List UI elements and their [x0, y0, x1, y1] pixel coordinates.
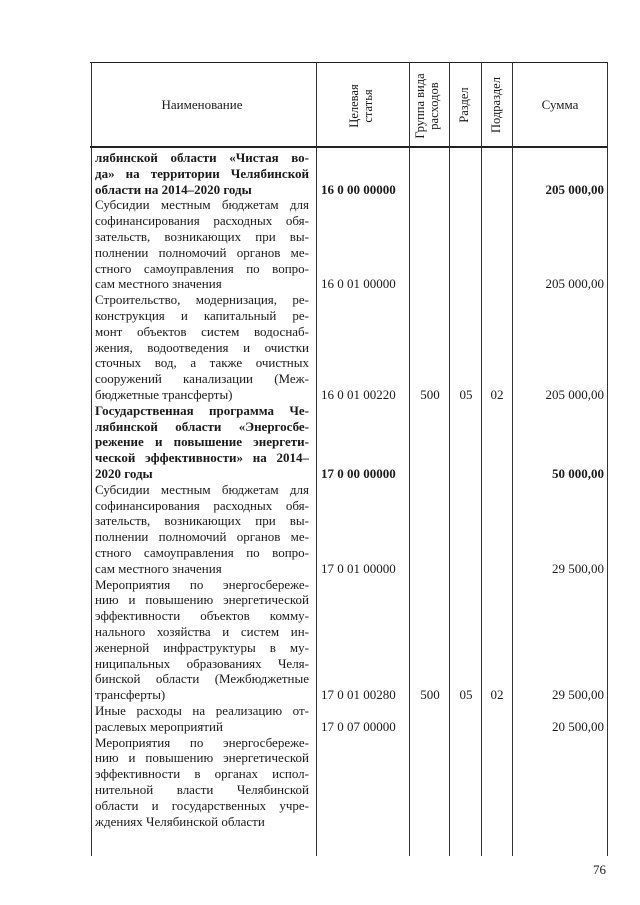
row-code: 16 0 00 00000 — [321, 181, 396, 197]
row-name-line: монт объектов систем водоснаб- — [95, 323, 309, 339]
column-divider — [481, 62, 482, 856]
table-top-border — [90, 62, 608, 63]
row-name-line: Субсидии местным бюджетам для — [95, 197, 309, 213]
row-code: 17 0 01 00000 — [321, 560, 396, 576]
row-name-line: стного самоуправления по вопро- — [95, 544, 309, 560]
row-name-line: нительной власти Челябинской — [95, 781, 309, 797]
row-sum: 50 000,00 — [552, 465, 604, 481]
row-name-line: режение и повышение энергети- — [95, 434, 309, 450]
row-code: 17 0 01 00280 — [321, 687, 396, 703]
row-name-line: сам местного значения — [95, 276, 222, 292]
row-name-line: нального хозяйства и систем ин- — [95, 623, 309, 639]
header-code: Целевая статья — [347, 84, 375, 128]
row-sum: 205 000,00 — [545, 181, 604, 197]
row-name-line: Мероприятия по энергосбереже- — [95, 734, 309, 750]
row-name — [95, 403, 309, 482]
row-sum: 205 000,00 — [545, 386, 604, 402]
header-group: Группа вида расходов — [413, 73, 441, 139]
column-divider — [449, 62, 450, 856]
row-group: 500 — [420, 386, 440, 402]
row-name-line: эффективности в органах испол- — [95, 766, 309, 782]
row-section: 05 — [459, 386, 473, 402]
row-name — [95, 577, 309, 703]
row-code: 17 0 00 00000 — [321, 465, 396, 481]
table-right-border — [607, 62, 608, 856]
row-name-line: области на 2014–2020 годы — [95, 181, 252, 197]
row-name — [95, 703, 309, 735]
row-name-line: бинской области (Межбюджетные — [95, 671, 309, 687]
row-code: 16 0 01 00220 — [321, 386, 396, 402]
row-section: 05 — [459, 687, 473, 703]
row-sum: 20 500,00 — [552, 718, 604, 734]
table-left-border — [91, 62, 92, 856]
row-name-line: лябинской области «Чистая во- — [95, 150, 309, 165]
row-name — [95, 735, 309, 830]
row-name-line: стного самоуправления по вопро- — [95, 260, 309, 276]
row-group: 500 — [420, 687, 440, 703]
column-divider — [316, 62, 317, 856]
row-name-line: сам местного значения — [95, 560, 222, 576]
row-name-line: Мероприятия по энергосбереже- — [95, 576, 309, 592]
row-sum: 29 500,00 — [552, 687, 604, 703]
row-name — [95, 150, 309, 197]
row-name-line: софинансирования расходных обя- — [95, 497, 309, 513]
row-name-line: Государственная программа Че- — [95, 402, 309, 418]
row-name-line: конструкция и капитальный ре- — [95, 307, 309, 323]
row-name-line: ниципальных образованиях Челя- — [95, 655, 309, 671]
row-subsection: 02 — [490, 687, 504, 703]
row-name — [95, 482, 309, 577]
row-name-line: ждениях Челябинской области — [95, 813, 265, 829]
header-section: Раздел — [457, 87, 471, 123]
row-name — [95, 197, 309, 292]
row-name-line: да» на территории Челябинской — [95, 165, 309, 181]
row-code: 17 0 07 00000 — [321, 718, 396, 734]
column-divider — [409, 62, 410, 856]
row-name-line: зательств, возникающих при вы- — [95, 228, 309, 244]
row-name-line: области и государственных учре- — [95, 797, 309, 813]
row-name-line: сооружений канализации (Меж- — [95, 371, 309, 387]
row-name-line: эффективности объектов комму- — [95, 608, 309, 624]
row-sum: 29 500,00 — [552, 560, 604, 576]
row-name-line: полнении полномочий органов ме- — [95, 244, 309, 260]
row-name-line: трансферты) — [95, 687, 166, 703]
row-name-line: нию и повышению энергетической — [95, 750, 309, 766]
row-name-line: Иные расходы на реализацию от- — [95, 703, 309, 718]
row-name-line: нию и повышению энергетической — [95, 592, 309, 608]
row-subsection: 02 — [490, 386, 504, 402]
header-subsection: Подраздел — [489, 77, 503, 133]
header-sum: Сумма — [541, 97, 579, 112]
row-sum: 205 000,00 — [545, 276, 604, 292]
page-number: 76 — [593, 862, 606, 877]
row-name-line: ческой эффективности» на 2014– — [95, 450, 309, 466]
row-name-line: жения, водоотведения и очистки — [95, 339, 309, 355]
row-name-line: раслевых мероприятий — [95, 718, 223, 734]
row-name-line: зательств, возникающих при вы- — [95, 513, 309, 529]
row-name — [95, 292, 309, 403]
row-name-line: софинансирования расходных обя- — [95, 213, 309, 229]
row-name-line: полнении полномочий органов ме- — [95, 529, 309, 545]
row-name-line: сточных вод, а также очистных — [95, 355, 309, 371]
row-name-line: бюджетные трансферты) — [95, 386, 233, 402]
row-name-line: Строительство, модернизация, ре- — [95, 292, 309, 308]
row-name-line: женерной инфраструктуры в му- — [95, 639, 309, 655]
row-name-line: лябинской области «Энергосбе- — [95, 418, 309, 434]
header-name: Наименование — [161, 97, 243, 112]
row-code: 16 0 01 00000 — [321, 276, 396, 292]
row-name-line: Субсидии местным бюджетам для — [95, 481, 309, 497]
row-name-line: 2020 годы — [95, 465, 153, 481]
